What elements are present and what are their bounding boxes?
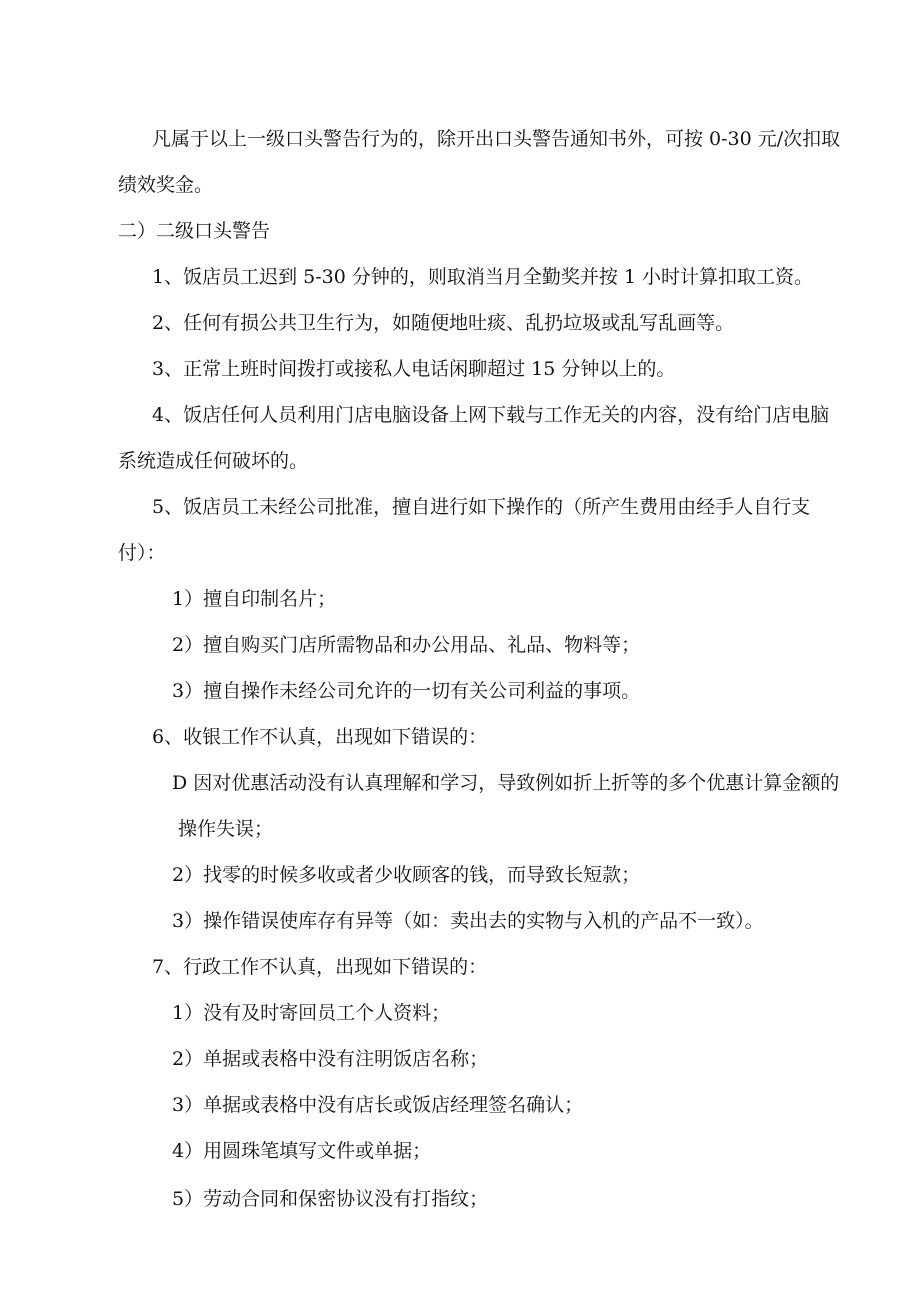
paragraph-line: 绩效奖金。 [118, 174, 214, 196]
list-item: 6、收银工作不认真，出现如下错误的： [152, 726, 488, 748]
sub-list-item: 2）单据或表格中没有注明饭店名称； [172, 1048, 489, 1070]
sub-list-item-continuation: 操作失误； [178, 818, 274, 840]
sub-list-item: 1）擅自印制名片； [172, 588, 337, 610]
sub-list-item: 2）找零的时候多收或者少收顾客的钱，而导致长短款； [172, 864, 641, 886]
list-item-continuation: 系统造成任何破坏的。 [118, 450, 309, 472]
list-item: 7、行政工作不认真，出现如下错误的： [152, 956, 488, 978]
sub-list-item: 5）劳动合同和保密协议没有打指纹； [172, 1188, 489, 1210]
list-item-continuation: 付）： [118, 542, 166, 564]
sub-list-item: 1）没有及时寄回员工个人资料； [172, 1002, 451, 1024]
list-item: 4、饭店任何人员利用门店电脑设备上网下载与工作无关的内容，没有给门店电脑 [152, 404, 830, 426]
sub-list-item: 3）单据或表格中没有店长或饭店经理签名确认； [172, 1094, 584, 1116]
sub-list-item: 4）用圆珠笔填写文件或单据； [172, 1140, 432, 1162]
section-heading: 二）二级口头警告 [118, 220, 271, 242]
list-item: 3、正常上班时间拨打或接私人电话闲聊超过 15 分钟以上的。 [152, 358, 676, 380]
list-item: 2、任何有损公共卫生行为，如随便地吐痰、乱扔垃圾或乱写乱画等。 [152, 312, 735, 334]
sub-list-item: D 因对优惠活动没有认真理解和学习，导致例如折上折等的多个优惠计算金额的 [172, 772, 840, 794]
list-item: 1、饭店员工迟到 5-30 分钟的，则取消当月全勤奖并按 1 小时计算扣取工资。 [152, 266, 814, 288]
sub-list-item: 2）擅自购买门店所需物品和办公用品、礼品、物料等； [172, 634, 641, 656]
paragraph-line: 凡属于以上一级口头警告行为的，除开出口头警告通知书外，可按 0-30 元/次扣取 [152, 128, 841, 150]
sub-list-item: 3）擅自操作未经公司允许的一切有关公司利益的事项。 [172, 680, 641, 702]
sub-list-item: 3）操作错误使库存有异等（如：卖出去的实物与入机的产品不一致）。 [172, 910, 764, 932]
list-item: 5、饭店员工未经公司批准，擅自进行如下操作的（所产生费用由经手人自行支 [152, 496, 811, 518]
